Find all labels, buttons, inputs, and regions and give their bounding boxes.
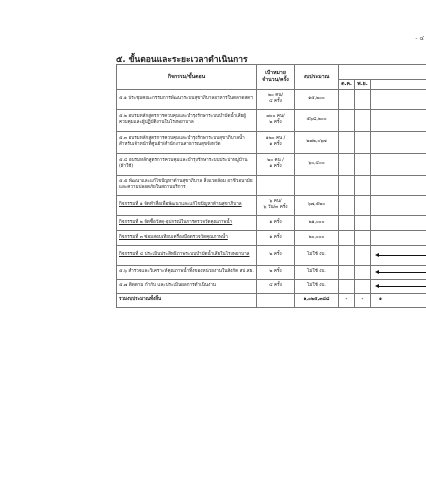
target-cell: ๒ ครั้ง [257, 265, 295, 279]
month-cell [371, 215, 426, 230]
target-cell [257, 175, 295, 195]
section-title: ๕. ขั้นตอนและระยะเวลาดำเนินการ [116, 55, 248, 65]
month-cell [355, 230, 371, 245]
timeline-arrow-icon [375, 271, 426, 274]
month-cell [371, 109, 426, 131]
header-target: เป้าหมาย จำนวน/ครั้ง [257, 65, 295, 90]
month-cell [355, 131, 371, 153]
activity-cell: ๕.๓ อบรมหลักสูตรการควบคุมและบำรุงรักษาระบบสุขาภิบาลน้ำสำหรับเจ้าหน้าที่ศูนย์ฯ/สำนักงานสาธารณสุขจังหวัด [117, 131, 257, 153]
month-cell [355, 265, 371, 279]
activity-cell: กิจกรรมที่ ๒ จัดซื้อวัสดุ-อุปกรณ์ในการตรวจวัดคุณภาพน้ำ [117, 215, 257, 230]
month-cell [371, 131, 426, 153]
total-label: รวมงบประมาณทั้งสิ้น [117, 293, 257, 307]
month-cell [339, 195, 355, 215]
month-cell [339, 153, 355, 175]
budget-cell: ๒๐,๐๐๐ [295, 230, 339, 245]
month-cell [339, 109, 355, 131]
table-row [117, 265, 426, 279]
table-row [117, 153, 426, 175]
month-cell [339, 245, 355, 265]
table-row [117, 279, 426, 293]
month-cell [371, 245, 426, 265]
target-cell: ๗๐๐ คน/ ๒ ครั้ง [257, 109, 295, 131]
activity-cell: ๕.๒ อบรมหลักสูตรการควบคุมและบำรุงรักษาระบบบำบัดน้ำเสียผู้ควบคุมและผู้ปฏิบัติงานในโรงพยาบาล [117, 109, 257, 131]
total-target [257, 293, 295, 307]
month-cell [339, 230, 355, 245]
table-row [117, 109, 426, 131]
table-row [117, 245, 426, 265]
header-month: พ.ย. [355, 80, 371, 90]
month-cell [355, 195, 371, 215]
target-cell: ๖ คน/ ๖ วัน/๓ ครั้ง [257, 195, 295, 215]
month-cell [371, 195, 426, 215]
month-cell [355, 175, 371, 195]
activity-cell: กิจกรรมที่ ๑ จัดทำสื่อเพื่อพัฒนาและแก้ไขปัญหาด้านสุขาภิบาล [117, 195, 257, 215]
target-cell: ๑ ครั้ง [257, 215, 295, 230]
month-cell [339, 279, 355, 293]
total-month: ๑ [371, 293, 426, 307]
month-cell [371, 175, 426, 195]
month-cell [355, 89, 371, 109]
activity-cell: ๕.๔ อบรมหลักสูตรการควบคุมและบำรุงรักษาระบบประปาหมู่บ้าน (ผ้าใช้) [117, 153, 257, 175]
timeline-arrow-icon [375, 254, 426, 257]
total-month: - [339, 293, 355, 307]
budget-cell: ๖๗,๕๒๐ [295, 195, 339, 215]
header-month [371, 80, 426, 90]
activity-cell: ๕.๖ สำรวจและวิเคราะห์คุณภาพน้ำทิ้งของหน่วยงานในสังกัด สป.สธ. [117, 265, 257, 279]
target-cell: ๑ ครั้ง [257, 230, 295, 245]
target-cell: ๒ ครั้ง [257, 245, 295, 265]
budget-cell [295, 175, 339, 195]
budget-cell: ๑๕,๒๐๐ [295, 89, 339, 109]
target-cell: ๔ ครั้ง [257, 279, 295, 293]
month-cell [339, 131, 355, 153]
page-number: - ๔ [415, 35, 424, 42]
month-cell [371, 153, 426, 175]
activity-cell: กิจกรรมที่ ๔ ประเมินประสิทธิภาพระบบบำบัดน้ำเสียในโรงพยาบาล [117, 245, 257, 265]
budget-cell: ไม่ใช้ งบ. [295, 279, 339, 293]
month-cell [339, 265, 355, 279]
month-cell [339, 175, 355, 195]
header-month: ต.ค. [339, 80, 355, 90]
table-row [117, 230, 426, 245]
total-month: - [355, 293, 371, 307]
activity-schedule-table [116, 64, 426, 308]
budget-cell: ๒๗๒,๐๖๗ [295, 131, 339, 153]
table-row [117, 215, 426, 230]
budget-cell: ๖๐,๔๐๐ [295, 153, 339, 175]
target-cell: ๒๐ คน/ ๔ ครั้ง [257, 89, 295, 109]
month-cell [371, 89, 426, 109]
month-cell [355, 153, 371, 175]
budget-cell: ไม่ใช้ งบ. [295, 265, 339, 279]
activity-cell: ๕.๕ พัฒนาและแก้ไขปัญหาด้านสุขาภิบาล สิ่งแวดล้อม อาชีวอนามัย และความปลอดภัยในสถานบริการ [117, 175, 257, 195]
budget-cell: ๕๖๘,๒๐๐ [295, 109, 339, 131]
month-cell [371, 265, 426, 279]
budget-cell: ไม่ใช้ งบ. [295, 245, 339, 265]
table-row [117, 195, 426, 215]
month-cell [371, 279, 426, 293]
header-timeline [339, 65, 426, 80]
total-budget: ๑,๐๒๕,๓๘๘ [295, 293, 339, 307]
month-cell [355, 245, 371, 265]
month-cell [355, 215, 371, 230]
header-budget: งบประมาณ [295, 65, 339, 90]
target-cell: ๑๒๐ คน / ๑ ครั้ง [257, 131, 295, 153]
month-cell [355, 279, 371, 293]
budget-cell: ๒๑,๐๐๐ [295, 215, 339, 230]
month-cell [339, 89, 355, 109]
table-row [117, 175, 426, 195]
month-cell [339, 215, 355, 230]
total-row [117, 293, 426, 307]
header-activity: กิจกรรม/ขั้นตอน [117, 65, 257, 90]
target-cell: ๒๐ คน / ๑ ครั้ง [257, 153, 295, 175]
table-row [117, 89, 426, 109]
month-cell [355, 109, 371, 131]
table-header-row [117, 65, 426, 80]
activity-cell: ๕.๗ ติดตาม กำกับ และประเมินผลการดำเนินงาน [117, 279, 257, 293]
month-cell [371, 230, 426, 245]
activity-cell: กิจกรรมที่ ๓ ซ่อมสอบเทียบเครื่องมือตรวจวัดคุณภาพน้ำ [117, 230, 257, 245]
activity-cell: ๕.๑ ประชุมคณะกรรมการพัฒนาระบบสุขาภิบาลอาหารในตลาดสดฯ [117, 89, 257, 109]
table-row [117, 131, 426, 153]
timeline-arrow-icon [375, 285, 426, 288]
